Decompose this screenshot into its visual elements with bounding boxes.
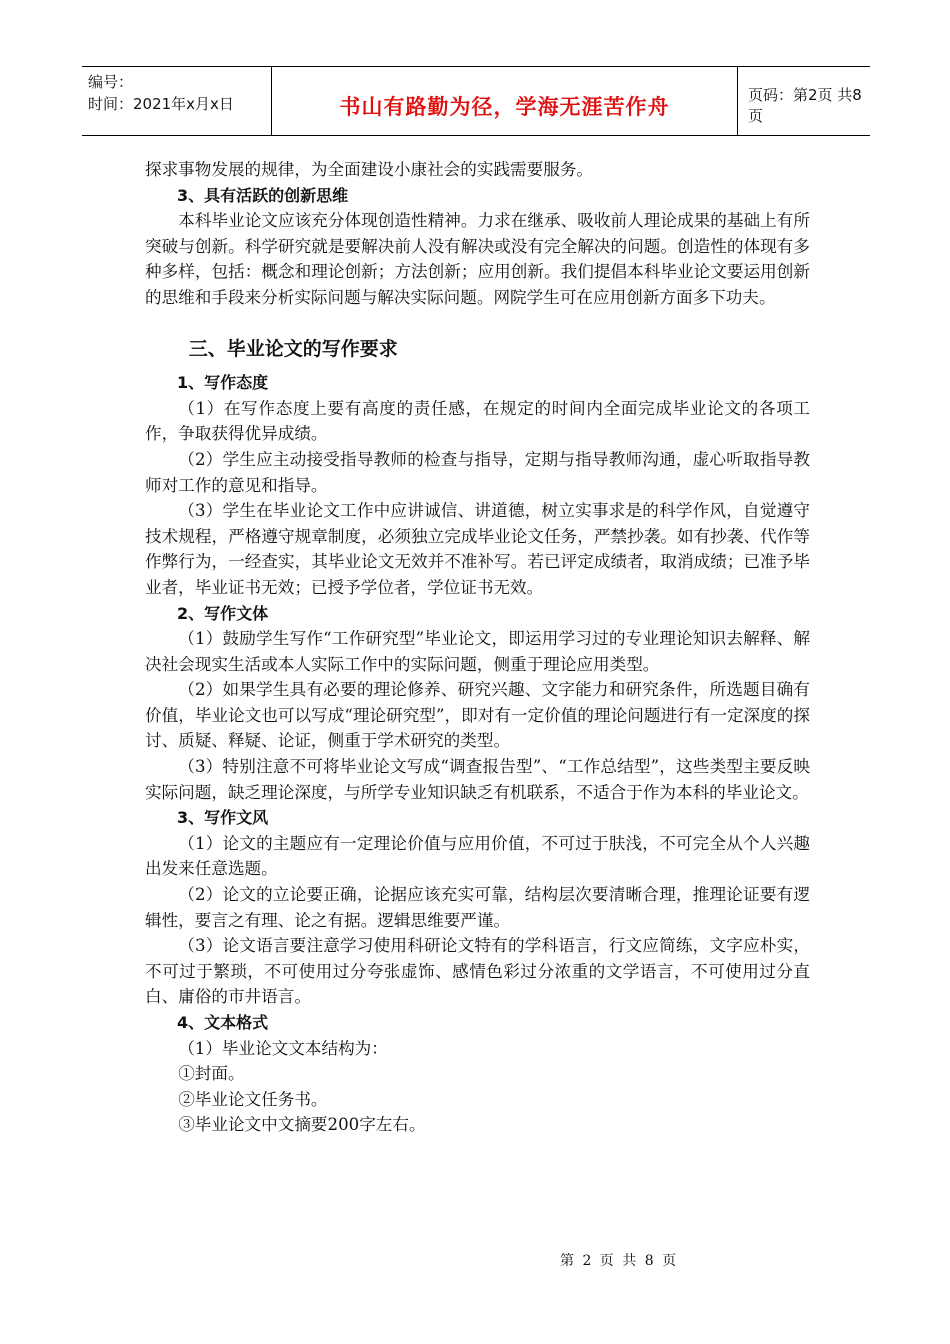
paragraph-genre-3: （3）特别注意不可将毕业论文写成“调查报告型”、“工作总结型”，这些类型主要反映实际问题，缺乏理论深度，与所学专业知识缺乏有机联系，不适合于作为本科的毕业论文。 <box>145 757 810 802</box>
heading-attitude: 1、写作态度 <box>177 373 269 393</box>
paragraph-genre-1: （1）鼓励学生写作“工作研究型”毕业论文，即运用学习过的专业理论知识去解释、解决社会现实生活或本人实际工作中的实际问题，侧重于理论应用类型。 <box>145 629 810 674</box>
heading-innovation: 3、具有活跃的创新思维 <box>177 185 349 205</box>
list-item: ③毕业论文中文摘要200字左右。 <box>178 1115 426 1135</box>
paragraph-format-1: （1）毕业论文文本结构为： <box>178 1038 388 1058</box>
page-header <box>82 66 870 136</box>
date-label: 时间：2021年x月x日 <box>88 95 234 113</box>
heading-style: 3、写作文风 <box>177 808 269 828</box>
paragraph-style-1: （1）论文的主题应有一定理论价值与应用价值，不可过于肤浅，不可完全从个人兴趣出发来任意选题。 <box>145 833 810 879</box>
paragraph-style-3: （3）论文语言要注意学习使用科研论文特有的学科语言，行文应简练，文字应朴实，不可过于繁琐，不可使用过分夸张虚饰、感情色彩过分浓重的文学语言，不可使用过分直白、庸俗的市井语言。 <box>145 936 810 1007</box>
paragraph-innovation: 本科毕业论文应该充分体现创造性精神。力求在继承、吸收前人理论成果的基础上有所突破与创新。科学研究就是要解决前人没有解决或没有完全解决的问题。创造性的体现有多种多样，包括：概念和理论创新；方法创新；应用创新。我们提倡本科毕业论文要运用创新的思维和手段来分析实际问题与解决实际问题。网院学生可在应用创新方面多下功夫。 <box>145 211 810 307</box>
motto-text: 书山有路勤为径，学海无涯苦作舟 <box>339 95 670 119</box>
number-label: 编号： <box>88 73 134 91</box>
paragraph-style-2: （2）论文的立论要正确，论据应该充实可靠，结构层次要清晰合理，推理论证要有逻辑性，要言之有理、论之有据。逻辑思维要严谨。 <box>145 885 810 930</box>
paragraph-attitude-3: （3）学生在毕业论文工作中应讲诚信、讲道德，树立实事求是的科学作风，自觉遵守技术规程，严格遵守规章制度，必须独立完成毕业论文任务，严禁抄袭。如有抄袭、代作等作弊行为，一经查实，其毕业论文无效并不准补写。若已评定成绩者，取消成绩；已准予毕业者，毕业证书无效；已授予学位者，学位证书无效。 <box>145 501 810 597</box>
page-footer: 第 2 页 共 8 页 <box>560 1253 679 1269</box>
paragraph-attitude-1: （1）在写作态度上要有高度的责任感，在规定的时间内全面完成毕业论文的各项工作，争取获得优异成绩。 <box>145 398 810 444</box>
section-title: 三、毕业论文的写作要求 <box>188 337 398 360</box>
header-motto-cell <box>272 67 738 135</box>
header-page-cell <box>738 67 870 135</box>
page-label: 页码：第2页 共8页 <box>748 86 862 125</box>
list-item: ①封面。 <box>178 1064 245 1084</box>
heading-format: 4、文本格式 <box>177 1013 269 1032</box>
heading-genre: 2、写作文体 <box>177 603 269 623</box>
list-item: ②毕业论文任务书。 <box>178 1089 328 1109</box>
document-body <box>145 157 810 1138</box>
intro-tail: 探求事物发展的规律，为全面建设小康社会的实践需要服务。 <box>145 160 594 179</box>
header-meta <box>82 67 272 135</box>
paragraph-genre-2: （2）如果学生具有必要的理论修养、研究兴趣、文字能力和研究条件，所选题目确有价值，毕业论文也可以写成“理论研究型”，即对有一定价值的理论问题进行有一定深度的探讨、质疑、释疑、论证，侧重于学术研究的类型。 <box>145 680 810 751</box>
paragraph-attitude-2: （2）学生应主动接受指导教师的检查与指导，定期与指导教师沟通，虚心听取指导教师对工作的意见和指导。 <box>145 449 810 495</box>
